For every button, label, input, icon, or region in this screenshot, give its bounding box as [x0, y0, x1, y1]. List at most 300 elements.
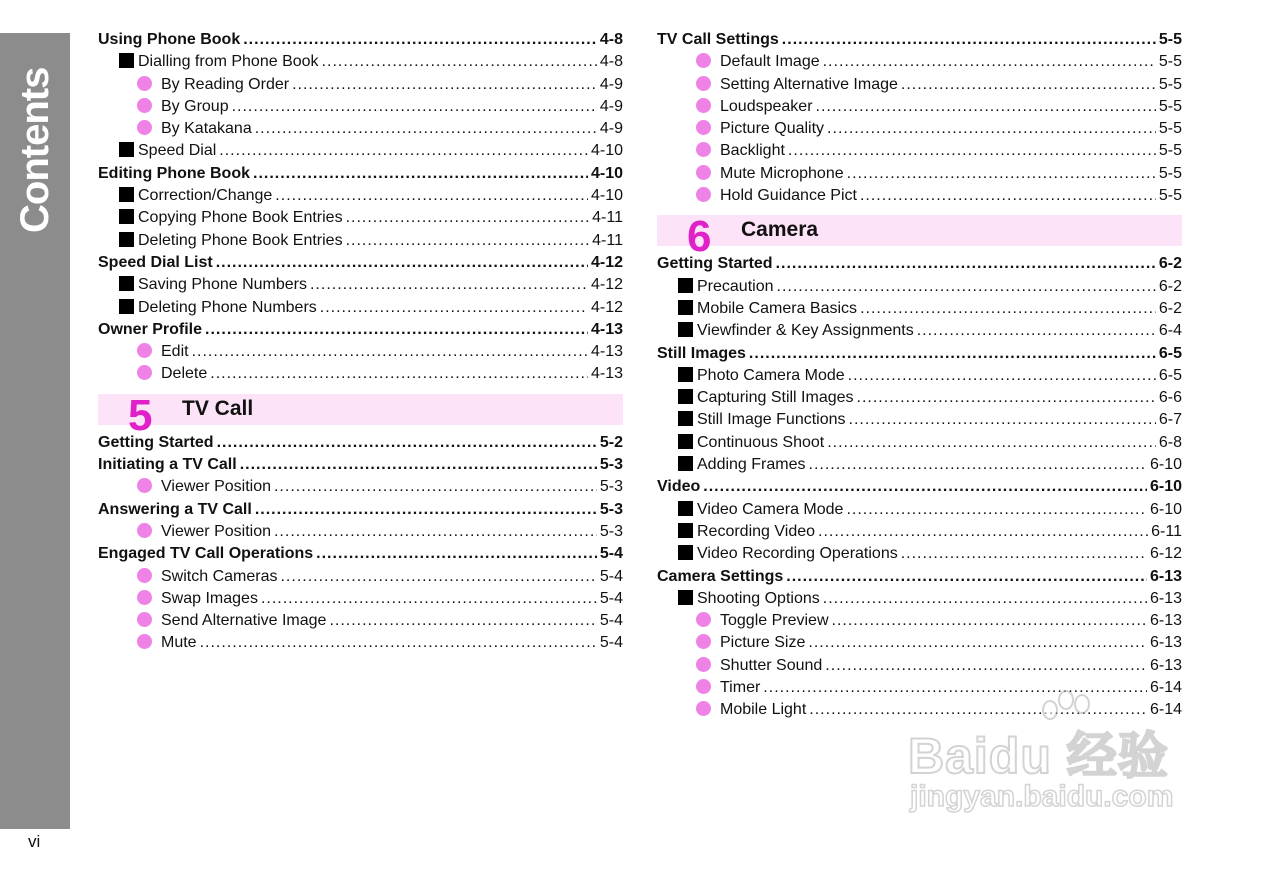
toc-entry[interactable]	[98, 610, 623, 632]
dot-leader	[216, 252, 588, 274]
square-bullet-icon	[119, 187, 134, 202]
toc-entry-label	[696, 185, 857, 207]
square-bullet-icon	[119, 53, 134, 68]
toc-entry-text: Deleting Phone Book Entries	[138, 231, 343, 249]
toc-entry-page: 6-13	[1149, 612, 1182, 630]
toc-entry-page: 6-7	[1158, 411, 1182, 429]
toc-entry-text: Deleting Phone Numbers	[138, 298, 317, 316]
toc-entry-label	[696, 632, 805, 654]
toc-entry-page: 4-11	[592, 231, 623, 249]
dot-leader	[280, 566, 596, 588]
toc-entry[interactable]	[657, 253, 1182, 275]
toc-entry[interactable]	[98, 230, 623, 252]
toc-entry-label	[137, 566, 277, 588]
toc-entry-label	[137, 610, 326, 632]
square-bullet-icon	[119, 232, 134, 247]
toc-entry[interactable]	[98, 632, 623, 654]
toc-entry-label	[696, 655, 822, 677]
toc-entry[interactable]	[657, 476, 1182, 498]
toc-entry-label	[119, 230, 343, 252]
toc-entry-label	[678, 499, 843, 521]
toc-entry-page: 5-4	[599, 634, 623, 652]
toc-entry[interactable]	[98, 140, 623, 162]
square-bullet-icon	[119, 142, 134, 157]
dot-leader	[316, 543, 597, 565]
toc-entry-page: 5-3	[599, 522, 623, 540]
toc-entry[interactable]	[657, 566, 1182, 588]
toc-entry-page: 6-5	[1158, 344, 1182, 362]
circle-bullet-icon	[696, 657, 711, 672]
toc-entry-page: 5-5	[1158, 75, 1182, 93]
toc-entry-text: Timer	[720, 679, 761, 697]
toc-entry[interactable]	[657, 298, 1182, 320]
dot-leader	[832, 610, 1147, 632]
chapter-header	[98, 390, 623, 440]
toc-entry-text: Camera Settings	[657, 567, 784, 585]
toc-entry-label	[98, 543, 313, 565]
toc-entry-page: 5-3	[599, 500, 623, 518]
toc-entry-text: Copying Phone Book Entries	[138, 209, 343, 227]
toc-entry-label	[119, 51, 319, 73]
toc-entry-page: 4-8	[599, 53, 623, 71]
toc-entry-text: Switch Cameras	[161, 567, 278, 585]
toc-entry-label	[98, 252, 213, 274]
chapter-number: 6	[687, 212, 712, 262]
toc-entry[interactable]	[98, 74, 623, 96]
square-bullet-icon	[119, 299, 134, 314]
toc-entry-page: 6-10	[1149, 456, 1182, 474]
toc-entry-page: 6-13	[1149, 589, 1182, 607]
toc-entry-text: Shooting Options	[697, 589, 820, 607]
dot-leader	[901, 543, 1147, 565]
toc-entry-text: Precaution	[697, 277, 774, 295]
dot-leader	[253, 163, 588, 185]
toc-entry-label	[119, 274, 307, 296]
toc-entry-text: By Katakana	[161, 120, 252, 138]
toc-entry-page: 5-4	[599, 612, 623, 630]
toc-entry-label	[119, 185, 272, 207]
toc-entry[interactable]	[98, 543, 623, 565]
toc-entry[interactable]	[657, 74, 1182, 96]
circle-bullet-icon	[137, 76, 152, 91]
toc-entry[interactable]	[657, 588, 1182, 610]
square-bullet-icon	[678, 389, 693, 404]
dot-leader	[827, 432, 1156, 454]
toc-entry[interactable]	[657, 96, 1182, 118]
toc-entry[interactable]	[98, 118, 623, 140]
dot-leader	[901, 74, 1156, 96]
toc-entry-page: 4-9	[599, 97, 623, 115]
toc-entry[interactable]	[98, 51, 623, 73]
toc-entry-label	[678, 276, 774, 298]
toc-entry-text: Mobile Light	[720, 701, 807, 719]
dot-leader	[275, 185, 588, 207]
toc-entry-label	[696, 699, 806, 721]
toc-entry-label	[657, 343, 746, 365]
toc-entry-text: Video Recording Operations	[697, 545, 898, 563]
dot-leader	[205, 319, 588, 341]
toc-entry-label	[137, 341, 189, 363]
dot-leader	[217, 432, 597, 454]
toc-entry-label	[678, 320, 914, 342]
toc-entry-page: 5-5	[1158, 164, 1182, 182]
dot-leader	[274, 476, 597, 498]
dot-leader	[788, 140, 1156, 162]
chapter-number: 5	[128, 390, 153, 440]
toc-entry[interactable]	[657, 276, 1182, 298]
toc-entry-text: Adding Frames	[697, 456, 806, 474]
circle-bullet-icon	[137, 568, 152, 583]
circle-bullet-icon	[137, 590, 152, 605]
toc-entry-text: Viewer Position	[161, 522, 271, 540]
chapter-title: TV Call	[182, 396, 254, 420]
toc-entry-label	[696, 140, 785, 162]
toc-entry-text: Video	[657, 478, 701, 496]
toc-entry[interactable]	[98, 363, 623, 385]
toc-entry[interactable]	[657, 118, 1182, 140]
square-bullet-icon	[678, 411, 693, 426]
toc-entry-text: Video Camera Mode	[697, 500, 844, 518]
square-bullet-icon	[678, 456, 693, 471]
toc-entry[interactable]	[657, 499, 1182, 521]
toc-entry-page: 4-8	[599, 31, 623, 48]
toc-entry-label	[696, 163, 844, 185]
toc-entry-page: 5-4	[599, 589, 623, 607]
toc-entry-text: Still Image Functions	[697, 411, 846, 429]
toc-entry-label	[678, 432, 824, 454]
toc-entry-text: Viewfinder & Key Assignments	[697, 322, 914, 340]
dot-leader	[809, 454, 1147, 476]
toc-entry[interactable]	[98, 476, 623, 498]
toc-entry-text: Still Images	[657, 344, 746, 362]
dot-leader	[219, 140, 588, 162]
toc-entry-text: Mobile Camera Basics	[697, 299, 858, 317]
circle-bullet-icon	[137, 365, 152, 380]
toc-entry[interactable]	[98, 185, 623, 207]
toc-entry-page: 5-5	[1158, 97, 1182, 115]
toc-entry[interactable]	[657, 343, 1182, 365]
toc-entry-text: Owner Profile	[98, 320, 203, 338]
dot-leader	[346, 207, 590, 229]
toc-entry[interactable]	[657, 610, 1182, 632]
toc-entry-label	[119, 207, 343, 229]
toc-entry-page: 6-10	[1149, 500, 1182, 518]
chapter-title: Camera	[741, 218, 819, 242]
toc-entry-text: Getting Started	[657, 255, 773, 273]
square-bullet-icon	[678, 590, 693, 605]
toc-entry-label	[678, 409, 846, 431]
square-bullet-icon	[678, 545, 693, 560]
dot-leader	[243, 29, 597, 51]
toc-right-column	[657, 29, 1182, 722]
toc-entry-page: 5-5	[1158, 31, 1182, 48]
toc-entry[interactable]	[657, 140, 1182, 162]
circle-bullet-icon	[696, 165, 711, 180]
toc-entry[interactable]	[98, 252, 623, 274]
toc-entry-page: 4-10	[590, 164, 623, 182]
toc-entry-page: 4-12	[590, 276, 623, 294]
toc-entry-page: 4-12	[590, 298, 623, 316]
toc-entry[interactable]	[98, 432, 623, 454]
dot-leader	[848, 365, 1156, 387]
circle-bullet-icon	[696, 701, 711, 716]
toc-entry[interactable]	[657, 521, 1182, 543]
toc-entry-label	[98, 499, 252, 521]
dot-leader	[823, 51, 1156, 73]
dot-leader	[240, 454, 597, 476]
circle-bullet-icon	[696, 120, 711, 135]
toc-entry-text: Edit	[161, 343, 189, 361]
toc-entry-label	[98, 319, 202, 341]
toc-entry-label	[98, 432, 214, 454]
toc-entry-text: Swap Images	[161, 589, 258, 607]
toc-entry[interactable]	[98, 521, 623, 543]
toc-entry-label	[657, 566, 783, 588]
square-bullet-icon	[678, 434, 693, 449]
square-bullet-icon	[678, 367, 693, 382]
toc-entry-page: 6-5	[1158, 366, 1182, 384]
toc-entry-label	[657, 29, 779, 51]
dot-leader	[749, 343, 1156, 365]
dot-leader	[777, 276, 1156, 298]
toc-entry-page: 6-6	[1158, 389, 1182, 407]
circle-bullet-icon	[696, 612, 711, 627]
toc-entry-page: 6-11	[1151, 522, 1182, 540]
toc-entry-label	[98, 454, 237, 476]
dot-leader	[232, 96, 597, 118]
toc-entry[interactable]	[98, 588, 623, 610]
dot-leader	[346, 230, 590, 252]
toc-entry-page: 5-5	[1158, 53, 1182, 71]
dot-leader	[860, 185, 1156, 207]
side-tab-label: Contents	[13, 67, 57, 233]
toc-entry-page: 6-13	[1149, 634, 1182, 652]
toc-entry-label	[137, 96, 229, 118]
toc-entry-text: Continuous Shoot	[697, 433, 825, 451]
toc-entry[interactable]	[657, 387, 1182, 409]
toc-entry-page: 6-2	[1158, 255, 1182, 273]
dot-leader	[192, 341, 588, 363]
square-bullet-icon	[678, 322, 693, 337]
toc-entry-page: 5-5	[1158, 120, 1182, 138]
dot-leader	[860, 298, 1156, 320]
toc-entry[interactable]	[98, 297, 623, 319]
toc-entry-page: 4-13	[590, 320, 623, 338]
toc-entry-label	[119, 297, 317, 319]
toc-entry-page: 5-4	[599, 567, 623, 585]
toc-entry[interactable]	[657, 409, 1182, 431]
dot-leader	[782, 29, 1156, 51]
toc-entry-page: 4-9	[599, 120, 623, 138]
toc-entry-page: 4-9	[599, 75, 623, 93]
toc-entry-text: Speed Dial	[138, 142, 217, 160]
toc-entry[interactable]	[657, 365, 1182, 387]
toc-entry[interactable]	[98, 274, 623, 296]
toc-entry-label	[678, 365, 845, 387]
toc-entry-label	[678, 521, 815, 543]
toc-entry[interactable]	[98, 96, 623, 118]
toc-entry[interactable]	[657, 543, 1182, 565]
dot-leader	[825, 655, 1147, 677]
toc-entry-text: Recording Video	[697, 522, 816, 540]
square-bullet-icon	[678, 501, 693, 516]
circle-bullet-icon	[137, 478, 152, 493]
toc-entry-page: 5-2	[599, 433, 623, 451]
square-bullet-icon	[678, 278, 693, 293]
toc-entry-page: 4-11	[592, 209, 623, 227]
dot-leader	[274, 521, 597, 543]
toc-entry[interactable]	[657, 432, 1182, 454]
toc-entry-text: Backlight	[720, 142, 785, 160]
toc-entry-label	[137, 521, 271, 543]
page-number: vi	[28, 832, 41, 851]
toc-entry-text: Answering a TV Call	[98, 500, 252, 518]
dot-leader	[329, 610, 596, 632]
toc-entry-label	[657, 253, 773, 275]
toc-entry-label	[137, 74, 289, 96]
toc-entry-label	[696, 74, 898, 96]
toc-entry-label	[657, 476, 700, 498]
toc-entry-page: 6-2	[1158, 299, 1182, 317]
square-bullet-icon	[119, 276, 134, 291]
toc-left-column	[98, 29, 623, 655]
toc-entry-label	[678, 588, 820, 610]
dot-leader	[703, 476, 1147, 498]
circle-bullet-icon	[137, 120, 152, 135]
circle-bullet-icon	[137, 634, 152, 649]
toc-entry-text: Shutter Sound	[720, 656, 823, 674]
circle-bullet-icon	[137, 98, 152, 113]
toc-entry-page: 6-13	[1149, 567, 1182, 585]
toc-entry-label	[678, 454, 806, 476]
toc-entry-label	[696, 96, 813, 118]
circle-bullet-icon	[696, 679, 711, 694]
circle-bullet-icon	[696, 53, 711, 68]
toc-entry-text: Picture Quality	[720, 120, 825, 138]
dot-leader	[292, 74, 597, 96]
toc-entry-text: By Reading Order	[161, 75, 290, 93]
toc-entry-page: 5-4	[599, 545, 623, 563]
toc-entry[interactable]	[657, 454, 1182, 476]
toc-entry-text: Send Alternative Image	[161, 612, 327, 630]
circle-bullet-icon	[137, 343, 152, 358]
toc-entry-text: Getting Started	[98, 433, 214, 451]
toc-entry-text: Saving Phone Numbers	[138, 276, 307, 294]
toc-entry[interactable]	[657, 163, 1182, 185]
toc-entry[interactable]	[98, 566, 623, 588]
toc-entry-page: 4-12	[590, 253, 623, 271]
dot-leader	[816, 96, 1156, 118]
toc-entry-text: Photo Camera Mode	[697, 366, 845, 384]
toc-entry-text: Viewer Position	[161, 478, 271, 496]
contents-side-tab	[0, 33, 70, 829]
toc-entry-label	[678, 298, 857, 320]
dot-leader	[776, 253, 1156, 275]
dot-leader	[808, 632, 1147, 654]
toc-entry-label	[119, 140, 216, 162]
toc-entry[interactable]	[98, 319, 623, 341]
toc-entry-page: 5-5	[1158, 142, 1182, 160]
toc-entry-text: Toggle Preview	[720, 612, 829, 630]
toc-entry[interactable]	[98, 29, 623, 51]
toc-entry-page: 5-3	[599, 478, 623, 496]
dot-leader	[261, 588, 597, 610]
watermark-sub: jingyan.baidu.com	[910, 780, 1174, 813]
toc-entry[interactable]	[657, 320, 1182, 342]
toc-entry-page: 6-10	[1149, 478, 1182, 496]
toc-entry-page: 6-2	[1158, 277, 1182, 295]
toc-entry[interactable]	[98, 163, 623, 185]
dot-leader	[849, 409, 1156, 431]
circle-bullet-icon	[696, 142, 711, 157]
toc-entry-label	[137, 118, 252, 140]
dot-leader	[322, 51, 597, 73]
toc-entry-page: 4-13	[590, 365, 623, 383]
toc-entry[interactable]	[657, 185, 1182, 207]
toc-entry-text: Correction/Change	[138, 187, 273, 205]
toc-entry-label	[137, 363, 207, 385]
toc-entry-label	[678, 543, 898, 565]
square-bullet-icon	[678, 300, 693, 315]
chapter-header	[657, 212, 1182, 262]
dot-leader	[255, 118, 597, 140]
toc-entry-text: Mute	[161, 634, 197, 652]
toc-entry-text: Default Image	[720, 53, 820, 71]
toc-entry-page: 4-10	[590, 142, 623, 160]
toc-entry-label	[137, 632, 197, 654]
toc-entry[interactable]	[657, 632, 1182, 654]
toc-entry-text: Delete	[161, 365, 208, 383]
toc-entry-text: Hold Guidance Pict	[720, 187, 857, 205]
dot-leader	[823, 588, 1147, 610]
toc-entry-page: 5-3	[599, 456, 623, 474]
dot-leader	[846, 499, 1147, 521]
dot-leader	[847, 163, 1156, 185]
toc-entry[interactable]	[98, 207, 623, 229]
toc-entry[interactable]	[657, 29, 1182, 51]
toc-entry-text: Picture Size	[720, 634, 806, 652]
toc-entry[interactable]	[98, 454, 623, 476]
toc-entry-label	[98, 163, 250, 185]
circle-bullet-icon	[696, 187, 711, 202]
circle-bullet-icon	[137, 612, 152, 627]
baidu-watermark	[908, 688, 1208, 818]
toc-entry-page: 6-13	[1149, 656, 1182, 674]
dot-leader	[857, 387, 1156, 409]
toc-entry[interactable]	[657, 655, 1182, 677]
toc-entry[interactable]	[98, 341, 623, 363]
dot-leader	[827, 118, 1156, 140]
circle-bullet-icon	[696, 98, 711, 113]
toc-entry-text: TV Call Settings	[657, 31, 779, 48]
toc-entry-label	[696, 118, 824, 140]
toc-entry[interactable]	[657, 51, 1182, 73]
toc-entry-page: 6-14	[1149, 679, 1182, 697]
toc-entry-text: Speed Dial List	[98, 253, 213, 271]
toc-entry-text: Editing Phone Book	[98, 164, 250, 182]
dot-leader	[255, 499, 597, 521]
toc-entry-text: Setting Alternative Image	[720, 75, 898, 93]
toc-entry-text: Capturing Still Images	[697, 389, 854, 407]
toc-entry-page: 6-14	[1149, 701, 1182, 719]
toc-entry-page: 6-8	[1158, 433, 1182, 451]
toc-entry[interactable]	[98, 499, 623, 521]
dot-leader	[210, 363, 588, 385]
dot-leader	[200, 632, 597, 654]
square-bullet-icon	[119, 209, 134, 224]
toc-entry-text: By Group	[161, 97, 229, 115]
toc-entry-text: Initiating a TV Call	[98, 456, 237, 474]
